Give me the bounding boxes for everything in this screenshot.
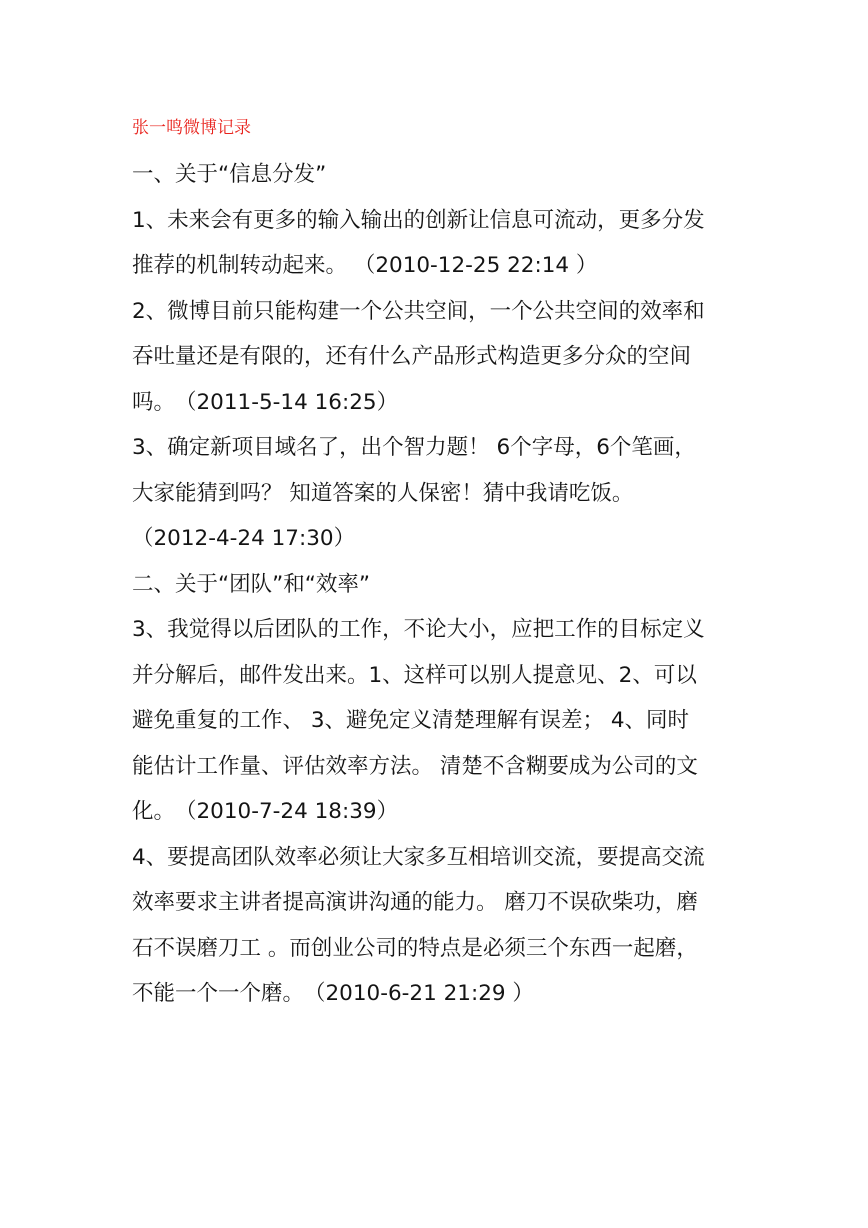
paragraph-line: 推荐的机制转动起来。 （2010-12-25 22:14 ） [132,253,598,278]
paragraph-line: 石不误磨刀工 。而创业公司的特点是必须三个东西一起磨， [132,935,698,961]
section-heading-information-distribution: 一、关于“信息分发” [132,162,327,187]
paragraph-line: 3、我觉得以后团队的工作，不论大小，应把工作的目标定义 [132,617,705,642]
paragraph-line: 并分解后，邮件发出来。1、这样可以别人提意见、2、可以 [132,662,697,688]
paragraph-line: 1、未来会有更多的输入输出的创新让信息可流动，更多分发 [132,207,705,233]
paragraph-line: 2、微博目前只能构建一个公共空间，一个公共空间的效率和 [132,298,705,324]
document-body [132,152,740,1017]
paragraph-line: 4、要提高团队效率必须让大家多互相培训交流，要提高交流 [132,844,705,870]
paragraph-line: 吞吐量还是有限的，还有什么产品形式构造更多分众的空间 [132,344,692,369]
paragraph-line: 避免重复的工作、 3、避免定义清楚理解有误差； 4、同时 [132,708,690,733]
paragraph-line: 效率要求主讲者提高演讲沟通的能力。 磨刀不误砍柴功，磨 [132,890,698,915]
document-title: 张一鸣微博记录 [132,118,251,138]
paragraph-line: 不能一个一个磨。 （2010-6-21 21:29 ） [132,981,534,1006]
paragraph-line: 大家能猜到吗？ 知道答案的人保密！猜中我请吃饭。 [132,480,634,506]
paragraph-line: 3、确定新项目域名了，出个智力题！ 6个字母，6个笔画， [132,435,696,460]
section-heading-team-efficiency: 二、关于“团队”和“效率” [132,571,371,597]
paragraph-line: 吗。 （2011-5-14 16:25） [132,389,399,415]
paragraph-line: 化。 （2010-7-24 18:39） [132,799,399,824]
paragraph-line: （2012-4-24 17:30） [132,526,356,551]
paragraph-line: 能估计工作量、评估效率方法。 清楚不含糊要成为公司的文 [132,753,698,779]
